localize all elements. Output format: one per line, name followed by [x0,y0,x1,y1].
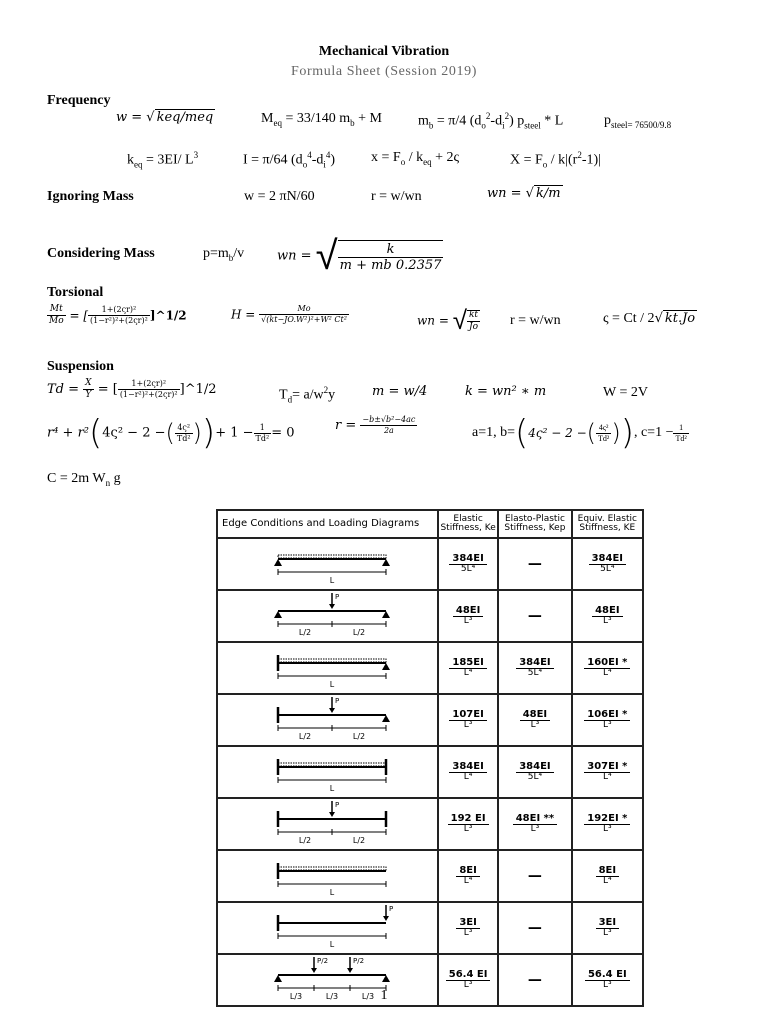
not-applicable-dash: — [527,608,542,624]
elastic-stiffness-cell [438,850,498,902]
stiffness-numerator: 48EI ** [513,813,557,825]
equiv-elastic-stiffness-cell [572,902,643,954]
stiffness-denominator: L⁴ [463,668,473,679]
dimension-label: L/2 [352,836,365,845]
formula-wn-torsional: wn = √ $\frac{kt}{Jo}$ [417,306,479,336]
elasto-plastic-stiffness-cell [498,642,571,694]
load-label: P/2 [316,957,328,965]
stiffness-denominator: 5L⁴ [527,668,543,679]
dimension-label: L/2 [298,732,311,741]
elasto-plastic-stiffness-cell [498,850,571,902]
section-torsional: Torsional [47,285,104,300]
dimension-label: L/3 [289,992,302,1001]
stiffness-numerator: 48EI [592,605,622,617]
dimension-label: L [329,680,334,689]
stiffness-numerator: 8EI [596,865,620,877]
table-row [217,642,643,694]
dimension-label: L/3 [325,992,338,1001]
dimension-label: L [329,576,334,585]
formula-w-rpm: w = 2 πN/60 [244,189,315,204]
dimension-label: L [329,888,334,897]
section-frequency: Frequency [47,93,111,108]
beam-diagram [228,695,428,741]
elasto-plastic-stiffness-cell [498,798,571,850]
loading-diagram-cell [217,850,438,902]
formula-quartic: r⁴ + r²(4ς² − 2 −( $\frac{\text{4ς²}}{\text{Td²}}$ ))+ 1 − $\frac{1}{\text{Td²}}$ = 0 [47,413,295,453]
stiffness-denominator: L³ [603,824,612,835]
stiffness-denominator: L⁴ [603,876,612,887]
load-label: P/2 [352,957,364,965]
stiffness-numerator: 107EI [449,709,486,721]
formula-td-accel: $T_d= a/w^2y$ [279,385,336,405]
not-applicable-dash: — [527,868,542,884]
equiv-elastic-stiffness-cell [572,590,643,642]
stiffness-numerator: 106EI * [584,709,630,721]
stiffness-numerator: 384EI [449,553,486,565]
document-title: Mechanical Vibration [318,44,450,59]
stiffness-denominator: L³ [603,928,612,939]
formula-zeta-torsional: ς = Ct / 2√ kt.Jo [603,311,696,326]
stiffness-denominator: 5L⁴ [600,564,615,575]
stiffness-denominator: L³ [603,720,612,731]
table-row [217,798,643,850]
not-applicable-dash: — [527,972,542,988]
formula-inertia: I = π/64 $(d_o^4-d_i^4)$ [243,150,336,170]
formula-k-wn2m: k = wn² ∗ m [465,384,547,399]
stiffness-numerator: 384EI [516,761,553,773]
stiffness-denominator: L⁴ [603,772,612,783]
stiffness-denominator: L⁴ [463,876,473,887]
stiffness-denominator: L³ [463,720,473,731]
beam-diagram [228,851,428,897]
load-label: P [334,697,339,705]
section-considering-mass: Considering Mass [47,246,155,261]
formula-w-2v: W = 2V [603,385,648,400]
stiffness-numerator: 192 EI [448,813,489,825]
stiffness-denominator: L³ [530,720,540,731]
stiffness-numerator: 56.4 EI [585,969,630,981]
equiv-elastic-stiffness-cell [572,850,643,902]
elastic-stiffness-cell [438,590,498,642]
dimension-label: L/2 [298,836,311,845]
header-elastic-stiffness: Elastic Stiffness, Ke [438,510,498,538]
formula-x-dynamic: $X = F_o / k|(r^2-1)|$ [510,150,601,170]
dimension-label: L [329,940,334,949]
dimension-label: L/2 [298,628,311,637]
stiffness-denominator: L⁴ [603,668,612,679]
beam-diagram [228,539,428,585]
equiv-elastic-stiffness-cell [572,642,643,694]
formula-keq: $k_{eq} = 3EI/$ $L^3$ [127,150,199,170]
load-label: P [334,593,339,601]
formula-freq-w: w = √ keq/meq [116,110,214,125]
stiffness-denominator: L³ [530,824,540,835]
stiffness-numerator: 3EI [456,917,480,929]
section-ignoring-mass: Ignoring Mass [47,189,134,204]
stiffness-denominator: L⁴ [463,772,473,783]
beam-diagram [228,903,428,949]
stiffness-denominator: L³ [463,928,473,939]
formula-wn-considering: wn = √ $\frac{k}{m + mb 0.2357}$ [277,233,442,279]
formula-meq: $M_{eq} = 33/140$ $m_b + M$ [261,111,382,128]
stiffness-numerator: 48EI [453,605,483,617]
elastic-stiffness-cell [438,902,498,954]
stiffness-numerator: 384EI [449,761,486,773]
elasto-plastic-stiffness-cell [498,902,571,954]
stiffness-numerator: 3EI [596,917,620,929]
table-row [217,850,643,902]
formula-quadratic-root: r = $\frac{\text{−b±√b²−4ac}}{2a}$ [335,415,416,435]
table-row [217,590,643,642]
formula-m-w4: m = w/4 [372,384,428,399]
stiffness-numerator: 48EI [520,709,550,721]
stiffness-numerator: 56.4 EI [446,969,491,981]
formula-torsional-h: H = $\frac{Mo}{\text{√(kt−JO.W²)²+W² Ct²}}$ [231,304,347,324]
table-row [217,902,643,954]
loading-diagram-cell [217,798,438,850]
equiv-elastic-stiffness-cell [572,694,643,746]
table-row [217,746,643,798]
stiffness-numerator: 160EI * [584,657,630,669]
stiffness-denominator: L³ [463,616,473,627]
header-edge-conditions: Edge Conditions and Loading Diagrams [217,510,438,538]
stiffness-numerator: 307EI * [584,761,630,773]
section-suspension: Suspension [47,359,114,374]
load-label: P [334,801,339,809]
formula-psteel: $p_{steel= 76500/9.8}$ [604,113,672,130]
stiffness-numerator: 384EI [589,553,626,565]
formula-r-ratio: r = w/wn [371,189,422,204]
elasto-plastic-stiffness-cell [498,694,571,746]
elasto-plastic-stiffness-cell [498,590,571,642]
stiffness-numerator: 8EI [456,865,480,877]
beam-diagram [228,643,428,689]
stiffness-denominator: L³ [603,616,612,627]
elasto-plastic-stiffness-cell [498,746,571,798]
dimension-label: L/2 [352,628,365,637]
formula-mb: $m_b = \pi/4$ $(d_o^2-d_i^2)$ $p_{steel}$ * L [418,111,564,131]
equiv-elastic-stiffness-cell [572,798,643,850]
elastic-stiffness-cell [438,746,498,798]
loading-diagram-cell [217,694,438,746]
beam-diagram [228,591,428,637]
stiffness-denominator: 5L⁴ [527,772,543,783]
stiffness-denominator: L³ [603,980,612,991]
elastic-stiffness-cell [438,694,498,746]
beam-diagram [228,799,428,845]
loading-diagram-cell [217,590,438,642]
dimension-label: L [329,784,334,793]
loading-diagram-cell [217,902,438,954]
formula-td: Td = $\frac{X}{Y}$ = [ $\frac{\text{1+(2ςr)²}}{\text{(1−r²)²+(2ςr)²}}$ ]^1/2 [47,378,217,400]
load-label: P [388,905,393,913]
not-applicable-dash: — [527,556,542,572]
formula-torsional-ratio: $\frac{Mt}{Mo}$ = [ $\frac{\text{1+(2ςr)²}}{\text{(1−r²)²+(2ςr)²}}$ ]^1/2 [49,304,187,326]
stiffness-numerator: 384EI [516,657,553,669]
loading-diagram-cell [217,538,438,590]
header-elasto-plastic-stiffness: Elasto-Plastic Stiffness, Kep [498,510,571,538]
equiv-elastic-stiffness-cell [572,538,643,590]
formula-r-torsional: r = w/wn [510,313,561,328]
dimension-label: L/2 [352,732,365,741]
elastic-stiffness-cell [438,642,498,694]
formula-x-static: $x = F_o / k_{eq} + 2\varsigma$ [371,150,460,167]
stiffness-numerator: 185EI [449,657,486,669]
dimension-label: L/3 [361,992,374,1001]
stiffness-numerator: 192EI * [584,813,630,825]
loading-diagram-cell [217,746,438,798]
elasto-plastic-stiffness-cell [498,538,571,590]
elastic-stiffness-cell [438,538,498,590]
stiffness-denominator: L³ [463,980,473,991]
beam-diagram [228,747,428,793]
not-applicable-dash: — [527,920,542,936]
elastic-stiffness-cell [438,798,498,850]
document-subtitle: Formula Sheet (Session 2019) [291,64,477,79]
page-number: 1 [380,988,388,1003]
loading-diagram-cell [217,642,438,694]
header-equiv-elastic-stiffness: Equiv. Elastic Stiffness, KE [572,510,643,538]
beam-stiffness-table [216,509,644,1001]
formula-p-density: $p=m_b/v$ [203,246,245,263]
formula-coefficients: a=1, b=(4ς² − 2 −( $\frac{\text{4ς²}}{\text{Td²}}$ )), c=1 − $\frac{1}{\text{Td²}}$ [472,413,687,453]
equiv-elastic-stiffness-cell [572,746,643,798]
formula-wn-ignoring: wn = √ k/m [487,186,561,201]
stiffness-denominator: 5L⁴ [460,564,476,575]
formula-damping: C = 2m $W_n$ g [47,471,121,488]
table-row [217,538,643,590]
stiffness-denominator: L³ [463,824,473,835]
table-row [217,694,643,746]
